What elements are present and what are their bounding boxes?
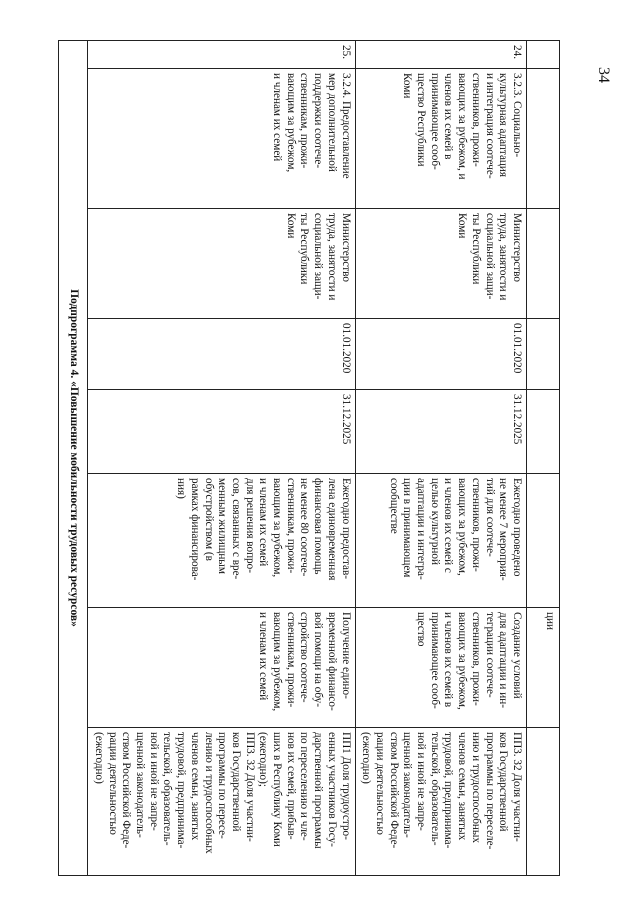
table-row	[88, 41, 355, 876]
table-row	[355, 41, 526, 876]
cell-goal: Создание условий для адаптации и ин- теграции соотече- ственников, прожи- вающих за рубежом, и членов их семей в принимающее сооб- щество	[355, 608, 526, 728]
subprogram-title: Подпрограмма 4. «Повышение мобильности трудовых ресурсов»	[59, 41, 88, 876]
cell-executor: Министерство труда, занятости и социальной защи- ты Республики Коми	[88, 209, 355, 319]
cell-measure-name: 3.2.4. Предоставление мер дополнительной поддержки соотече- ственникам, прожи- вающим за рубежом, и членам их семей	[88, 69, 355, 209]
cell-empty	[527, 41, 560, 69]
cell-empty	[527, 209, 560, 319]
cell-empty	[527, 390, 560, 474]
cell-number: 25.	[88, 41, 355, 69]
page-number: 34	[595, 67, 612, 83]
cell-measure-name: 3.2.3. Социально- культурная адаптация и интеграция соотече- ственников, прожи- вающих за рубежом, и членов их семей в принимающее сооб- щество Республики Коми	[355, 69, 526, 209]
table-row-continued	[527, 41, 560, 876]
cell-start-date: 01.01.2020	[88, 319, 355, 390]
cell-indicator: ПП3. 32 Доля участни- ков Государственной программы по переселе- нию и трудоспособных членов семьи, занятых трудовой, предпринима- тельской, образователь- ной и иной не запре- щенной законодатель- ством Российской Феде- рации деятельностью (ежегодно)	[355, 728, 526, 876]
subprogram-row	[59, 41, 88, 876]
cell-end-date: 31.12.2025	[355, 390, 526, 474]
cell-expected-result: Ежегодно проведено не менее 7 мероприя- тий для соотече- ственников, прожи- вающих за рубежом, и членов их семей с целью культурной адаптации и интегра- ции в принимающем сообществе	[355, 474, 526, 608]
cell-indicator: ПП1 Доля трудоустро- енных участников Госу- дарственной программы по переселению и чле- нов их семей, прибыв- ших в Республику Коми (ежегодно); ПП3. 32 Доля участни- ков Государственной программы по пересе- лению и трудоспособных членов семьи, занятых трудовой, предпринима- тельской, образователь- ной и иной не запре- щенной законодатель- ством Российской Феде- рации деятельностью (ежегодно)	[88, 728, 355, 876]
cell-goal-fragment: ции	[527, 608, 560, 728]
cell-empty	[527, 69, 560, 209]
cell-start-date: 01.01.2020	[355, 319, 526, 390]
cell-end-date: 31.12.2025	[88, 390, 355, 474]
cell-empty	[527, 319, 560, 390]
cell-empty	[527, 474, 560, 608]
program-table	[58, 40, 560, 876]
cell-number: 24.	[355, 41, 526, 69]
cell-goal: Получение едино- временной финансо- вой помощи на обу- стройство соотече- ственникам, прожи- вающим за рубежом, и членам их семей	[88, 608, 355, 728]
cell-empty	[527, 728, 560, 876]
rotated-table-area	[68, 40, 560, 875]
cell-executor: Министерство труда, занятости и социальной защи- ты Республики Коми	[355, 209, 526, 319]
cell-expected-result: Ежегодно предостав- лена единовременная финансовая помощь не менее 80 соотече- ственникам, прожи- вающим за рубежом, и членам их семей для решения вопро- сов, связанных с вре- менным жилищным обустройством (в рамках финансирова- ния)	[88, 474, 355, 608]
